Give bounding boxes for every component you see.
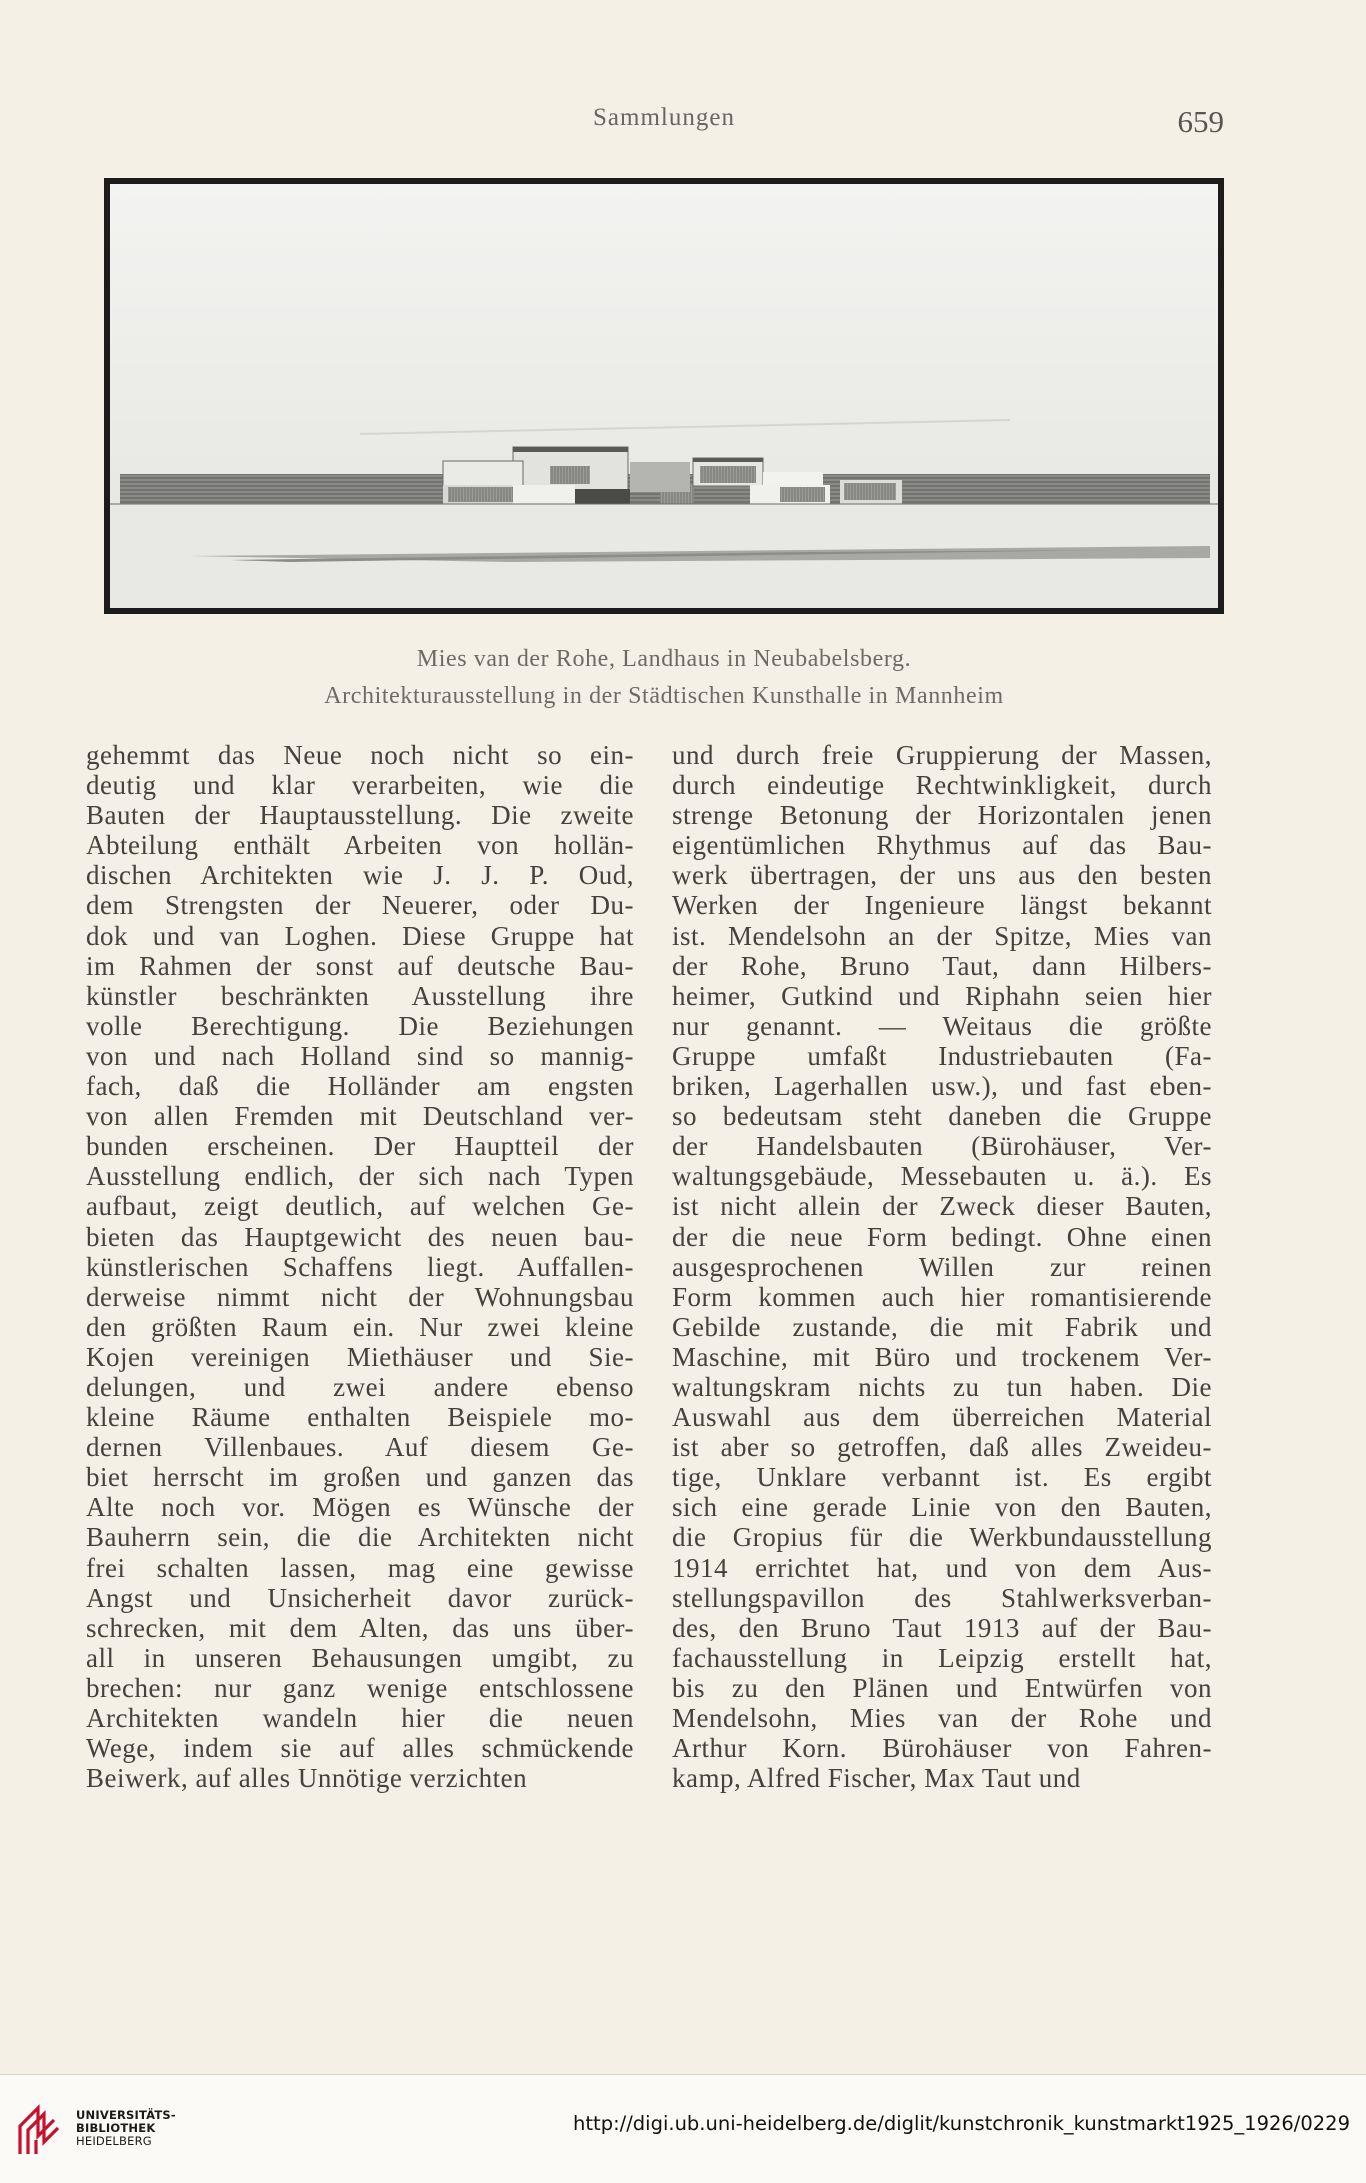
caption-line-2: Architekturausstellung in der Städtischen Kunsthalle in Mannheim xyxy=(324,683,1004,709)
text-line: Angst und Unsicherheit davor zurück- xyxy=(86,1582,634,1613)
text-line: Kojen vereinigen Miethäuser und Sie- xyxy=(86,1341,634,1372)
text-line: Werken der Ingenieure längst bekannt xyxy=(672,890,1212,921)
landhaus-image xyxy=(110,184,1218,608)
text-line: bis zu den Plänen und Entwürfen von xyxy=(672,1672,1212,1703)
text-line: tige, Unklare verbannt ist. Es ergibt xyxy=(672,1462,1212,1493)
text-line: bunden erscheinen. Der Hauptteil der xyxy=(86,1131,634,1162)
text-line: fachausstellung in Leipzig erstellt hat, xyxy=(672,1642,1212,1673)
caption-line-1: Mies van der Rohe, Landhaus in Neubabelsberg. xyxy=(416,646,912,672)
running-head: Sammlungen xyxy=(593,104,735,131)
text-line: künstler beschränkten Ausstellung ihre xyxy=(86,980,634,1011)
text-line: strenge Betonung der Horizontalen jenen xyxy=(672,800,1212,831)
text-line: waltungskram nichts zu tun haben. Die xyxy=(672,1371,1212,1402)
text-line: Gebilde zustande, die mit Fabrik und xyxy=(672,1311,1212,1342)
library-name-line-1: UNIVERSITÄTS- xyxy=(76,2108,176,2122)
text-line: stellungspavillon des Stahlwerksverban- xyxy=(672,1582,1212,1613)
text-line: der die neue Form bedingt. Ohne einen xyxy=(672,1221,1212,1252)
text-line: Bauten der Hauptausstellung. Die zweite xyxy=(86,800,634,831)
text-line: gehemmt das Neue noch nicht so ein- xyxy=(86,740,634,770)
text-line: Auswahl aus dem überreichen Material xyxy=(672,1402,1212,1433)
text-line: waltungsgebäude, Messebauten u. ä.). Es xyxy=(672,1161,1212,1192)
text-line: sich eine gerade Linie von den Bauten, xyxy=(672,1492,1212,1523)
text-line: derweise nimmt nicht der Wohnungsbau xyxy=(86,1281,634,1312)
text-line: nur genannt. — Weitaus die größte xyxy=(672,1010,1212,1041)
text-line: eigentümlichen Rhythmus auf das Bau- xyxy=(672,830,1212,861)
text-line: bieten das Hauptgewicht des neuen bau- xyxy=(86,1221,634,1252)
text-line: briken, Lagerhallen usw.), und fast eben- xyxy=(672,1071,1212,1102)
text-line: 1914 errichtet hat, und von dem Aus- xyxy=(672,1552,1212,1583)
text-line: werk übertragen, der uns aus den besten xyxy=(672,860,1212,891)
page-header xyxy=(104,104,1224,144)
text-line: Alte noch vor. Mögen es Wünsche der xyxy=(86,1492,634,1523)
text-line: ist. Mendelsohn an der Spitze, Mies van xyxy=(672,920,1212,951)
text-line: frei schalten lassen, mag eine gewisse xyxy=(86,1552,634,1583)
text-line: Beiwerk, auf alles Unnötige verzichten xyxy=(86,1763,528,1794)
text-line: den größten Raum ein. Nur zwei kleine xyxy=(86,1311,634,1342)
text-line: kamp, Alfred Fischer, Max Taut und xyxy=(672,1763,1081,1794)
text-line: künstlerischen Schaffens liegt. Auffallen- xyxy=(86,1251,634,1282)
text-line: dischen Architekten wie J. J. P. Oud, xyxy=(86,860,634,891)
text-line: die Gropius für die Werkbundausstellung xyxy=(672,1522,1212,1553)
text-line: fach, daß die Holländer am engsten xyxy=(86,1071,634,1102)
text-line: schrecken, mit dem Alten, das uns über- xyxy=(86,1612,634,1643)
page-number: 659 xyxy=(1177,104,1224,139)
text-line: des, den Bruno Taut 1913 auf der Bau- xyxy=(672,1612,1212,1643)
text-line: dernen Villenbaues. Auf diesem Ge- xyxy=(86,1432,634,1463)
text-line: biet herrscht im großen und ganzen das xyxy=(86,1462,634,1493)
text-line: und durch freie Gruppierung der Massen, xyxy=(672,740,1212,770)
text-line: Form kommen auch hier romantisierende xyxy=(672,1281,1212,1312)
library-name xyxy=(76,2109,176,2148)
text-line: von allen Fremden mit Deutschland ver- xyxy=(86,1101,634,1132)
text-line: so bedeutsam steht daneben die Gruppe xyxy=(672,1101,1212,1132)
text-line: ist aber so getroffen, daß alles Zweideu- xyxy=(672,1432,1212,1463)
text-line: durch eindeutige Rechtwinkligkeit, durch xyxy=(672,770,1212,801)
text-line: aufbaut, zeigt deutlich, auf welchen Ge- xyxy=(86,1191,634,1222)
text-line: von und nach Holland sind so mannig- xyxy=(86,1040,634,1071)
text-line: all in unseren Behausungen umgibt, zu xyxy=(86,1642,634,1673)
text-line: Architekten wandeln hier die neuen xyxy=(86,1703,634,1733)
text-line: Ausstellung endlich, der sich nach Typen xyxy=(86,1161,634,1192)
text-line: delungen, und zwei andere ebenso xyxy=(86,1371,634,1402)
text-line: Arthur Korn. Bürohäuser von Fahren- xyxy=(672,1733,1212,1764)
text-line: Mendelsohn, Mies van der Rohe und xyxy=(672,1703,1212,1733)
text-line: brechen: nur ganz wenige entschlossene xyxy=(86,1672,634,1703)
library-name-line-2: BIBLIOTHEK xyxy=(76,2121,156,2135)
text-line: Maschine, mit Büro und trockenem Ver- xyxy=(672,1341,1212,1372)
text-line: deutig und klar verarbeiten, wie die xyxy=(86,770,634,801)
text-line: dem Strengsten der Neuerer, oder Du- xyxy=(86,890,634,921)
ub-heidelberg-logo-icon xyxy=(14,2096,64,2160)
library-name-line-3: HEIDELBERG xyxy=(76,2134,152,2148)
text-column-left xyxy=(86,740,634,1793)
text-line: heimer, Gutkind und Riphahn seien hier xyxy=(672,980,1212,1011)
text-line: im Rahmen der sonst auf deutsche Bau- xyxy=(86,950,634,981)
text-line: Wege, indem sie auf alles schmückende xyxy=(86,1733,634,1764)
figure-caption xyxy=(104,641,1224,715)
text-line: der Rohe, Bruno Taut, dann Hilbers- xyxy=(672,950,1212,981)
text-line: Gruppe umfaßt Industriebauten (Fa- xyxy=(672,1040,1212,1071)
text-line: kleine Räume enthalten Beispiele mo- xyxy=(86,1402,634,1433)
text-line: Bauherrn sein, die die Architekten nicht xyxy=(86,1522,634,1553)
library-footer xyxy=(0,2075,1366,2183)
text-line: dok und van Loghen. Diese Gruppe hat xyxy=(86,920,634,951)
text-line: volle Berechtigung. Die Beziehungen xyxy=(86,1010,634,1041)
source-url-link[interactable]: http://digi.ub.uni-heidelberg.de/diglit/kunstchronik_kunstmarkt1925_1926/0229 xyxy=(573,2112,1350,2135)
text-line: ausgesprochenen Willen zur reinen xyxy=(672,1251,1212,1282)
text-line: der Handelsbauten (Bürohäuser, Ver- xyxy=(672,1131,1212,1162)
text-line: ist nicht allein der Zweck dieser Bauten, xyxy=(672,1191,1212,1222)
text-column-right xyxy=(672,740,1212,1793)
text-line: Abteilung enthält Arbeiten von hollän- xyxy=(86,830,634,861)
architecture-photograph xyxy=(104,178,1224,614)
